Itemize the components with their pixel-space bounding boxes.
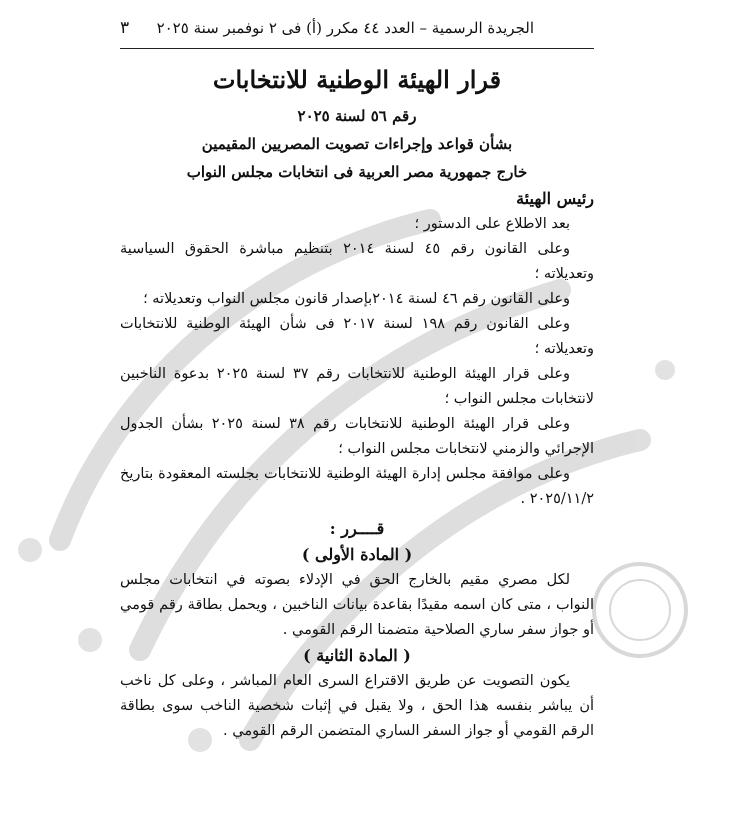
preamble-item: وعلى موافقة مجلس إدارة الهيئة الوطنية للانتخابات بجلسته المعقودة بتاريخ ٢٠٢٥/١١/٢ . [120, 466, 594, 507]
preamble-item: وعلى القانون رقم ٤٥ لسنة ٢٠١٤ بتنظيم مباشرة الحقوق السياسية وتعديلاته ؛ [120, 241, 594, 282]
preamble-item: وعلى القانون رقم ١٩٨ لسنة ٢٠١٧ فى شأن الهيئة الوطنية للانتخابات وتعديلاته ؛ [120, 316, 594, 357]
publication-line: الجريدة الرسمية – العدد ٤٤ مكرر (أ) فى ٢ نوفمبر سنة ٢٠٢٥ [156, 19, 534, 37]
article-1-text: لكل مصري مقيم بالخارج الحق في الإدلاء بصوته في انتخابات مجلس النواب ، متى كان اسمه مقيدًا بقاعدة بيانات الناخبين ، ويحمل بطاقة رقم قومي أو جواز سفر ساري الصلاحية متضمنا الرقم القومي . [120, 572, 594, 638]
decision-label: قــــرر : [329, 519, 385, 538]
issuer-heading: رئيس الهيئة [516, 189, 594, 208]
document-body [120, 62, 594, 744]
decree-subject-line-1: بشأن قواعد وإجراءات تصويت المصريين المقيمين [201, 135, 513, 153]
decree-number: رقم ٥٦ لسنة ٢٠٢٥ [297, 107, 417, 125]
page-header [120, 14, 534, 42]
preamble-item: بعد الاطلاع على الدستور ؛ [414, 216, 570, 232]
header-divider [120, 48, 594, 49]
article-2-heading: ( المادة الثانية ) [303, 646, 411, 665]
preamble-item: وعلى قرار الهيئة الوطنية للانتخابات رقم ٣٨ لسنة ٢٠٢٥ بشأن الجدول الإجرائي والزمني لانتخابات مجلس النواب ؛ [120, 416, 594, 457]
page-number: ٣ [120, 18, 130, 38]
preamble-item: وعلى القانون رقم ٤٦ لسنة ٢٠١٤بإصدار قانون مجلس النواب وتعديلاته ؛ [143, 291, 570, 307]
preamble-item: وعلى قرار الهيئة الوطنية للانتخابات رقم ٣٧ لسنة ٢٠٢٥ بدعوة الناخبين لانتخابات مجلس النواب ؛ [120, 366, 594, 407]
decree-subject-line-2: خارج جمهورية مصر العربية فى انتخابات مجلس النواب [186, 163, 528, 181]
article-2-text: يكون التصويت عن طريق الاقتراع السرى العام المباشر ، وعلى كل ناخب أن يباشر بنفسه هذا الحق ، ولا يقبل في إثبات شخصية الناخب سوى بطاقة الرقم القومي أو جواز السفر الساري المتضمن الرقم القومي . [120, 673, 594, 739]
decree-title: قرار الهيئة الوطنية للانتخابات [212, 65, 502, 94]
article-1-heading: ( المادة الأولى ) [301, 545, 413, 564]
